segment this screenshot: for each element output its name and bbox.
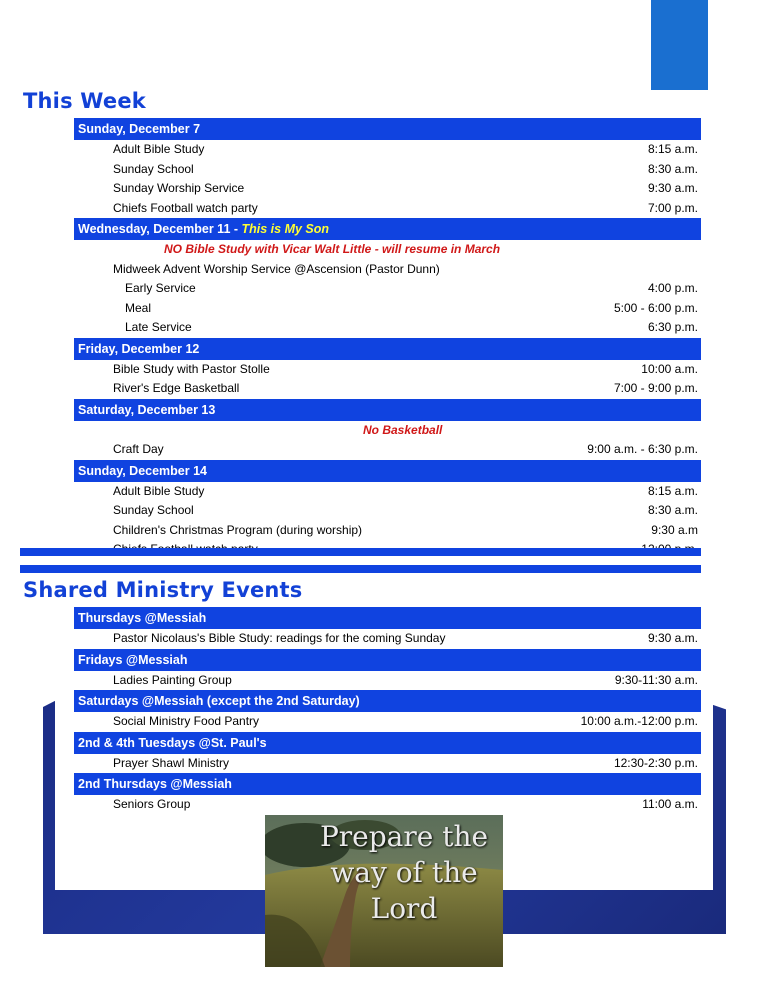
schedule-row: Late Service 6:30 p.m. <box>125 320 698 334</box>
schedule-note: NO Bible Study with Vicar Walt Little - will resume in March <box>164 242 501 256</box>
section-divider <box>20 565 701 573</box>
schedule-row: River's Edge Basketball 7:00 - 9:00 p.m. <box>113 381 698 395</box>
image-caption: Prepare the way of the Lord <box>319 820 489 925</box>
schedule-row: Seniors Group 11:00 a.m. <box>113 797 698 811</box>
day-header: Sunday, December 14 <box>74 460 701 482</box>
schedule-row: Craft Day 9:00 a.m. - 6:30 p.m. <box>113 442 698 456</box>
schedule-row: Adult Bible Study 8:15 a.m. <box>113 142 698 156</box>
day-header: Sunday, December 7 <box>74 118 701 140</box>
schedule-row: Sunday School 8:30 a.m. <box>113 503 698 517</box>
schedule-row: Meal 5:00 - 6:00 p.m. <box>125 300 698 315</box>
day-header: Wednesday, December 11 - This is My Son <box>74 218 701 240</box>
schedule-row: Social Ministry Food Pantry 10:00 a.m.-12:00 p.m. <box>113 714 698 728</box>
schedule-row: Early Service 4:00 p.m. <box>125 281 698 295</box>
prepare-the-way-image <box>265 815 503 967</box>
schedule-row: Sunday Worship Service 9:30 a.m. <box>113 181 698 195</box>
group-header: 2nd & 4th Tuesdays @St. Paul's <box>74 732 701 754</box>
schedule-note: No Basketball <box>363 422 443 437</box>
schedule-row: Ladies Painting Group 9:30-11:30 a.m. <box>113 672 698 687</box>
this-week-title: This Week <box>23 89 146 113</box>
group-header: Saturdays @Messiah (except the 2nd Saturday) <box>74 690 701 712</box>
top-accent-tab <box>651 0 708 90</box>
schedule-row: Sunday School 8:30 a.m. <box>113 161 698 176</box>
this-week-schedule <box>74 118 701 560</box>
shared-ministry-title: Shared Ministry Events <box>23 578 303 602</box>
day-header: Friday, December 12 <box>74 338 701 360</box>
schedule-row: Children's Christmas Program (during worship) 9:30 a.m <box>113 522 698 537</box>
schedule-row: Pastor Nicolaus's Bible Study: readings for the coming Sunday 9:30 a.m. <box>113 631 698 645</box>
day-header-theme: This is My Son <box>241 222 330 236</box>
day-header: Saturday, December 13 <box>74 399 701 421</box>
group-header: Thursdays @Messiah <box>74 607 701 629</box>
schedule-row: Midweek Advent Worship Service @Ascension (Pastor Dunn) <box>113 261 440 276</box>
group-header: 2nd Thursdays @Messiah <box>74 773 701 795</box>
section-divider <box>20 548 701 556</box>
schedule-row: Chiefs Football watch party 7:00 p.m. <box>113 200 698 215</box>
shared-ministry-schedule <box>74 607 701 815</box>
schedule-row: Adult Bible Study 8:15 a.m. <box>113 483 698 498</box>
schedule-row: Prayer Shawl Ministry 12:30-2:30 p.m. <box>113 755 698 770</box>
group-header: Fridays @Messiah <box>74 649 701 671</box>
schedule-row: Bible Study with Pastor Stolle 10:00 a.m. <box>113 361 698 376</box>
